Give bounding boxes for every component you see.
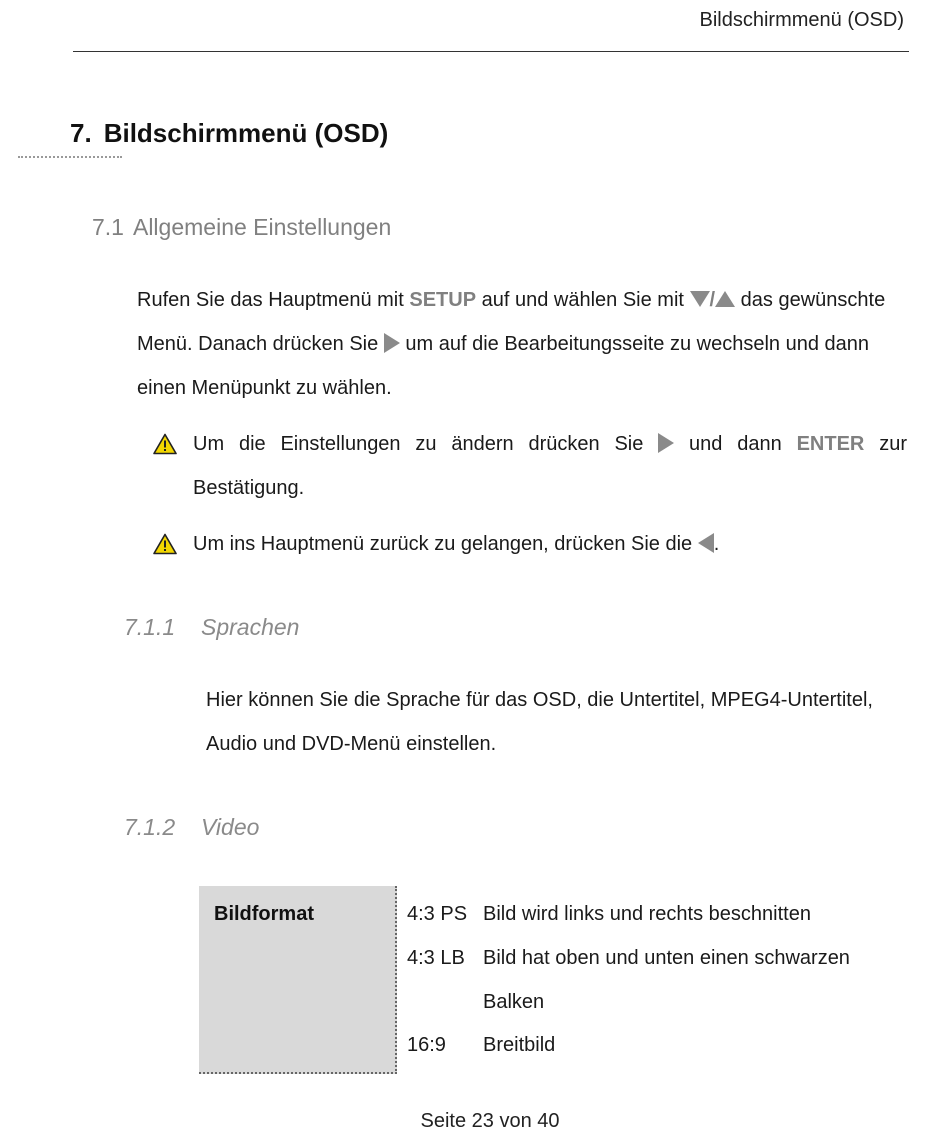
warning-note-1 (193, 422, 907, 510)
subsection-number: 7.1.2 (124, 814, 176, 840)
left-arrow-icon (698, 533, 714, 553)
table-row (407, 936, 903, 1024)
section-heading: Allgemeine Einstellungen (132, 214, 392, 240)
up-arrow-icon (715, 291, 735, 307)
right-arrow-icon (384, 333, 400, 353)
intro-text-1: Rufen Sie das Hauptmenü mit (137, 289, 410, 311)
intro-text-4: um auf die Bearbeitungsseite zu wechseln und dann einen Menüpunkt zu wählen. (137, 333, 870, 399)
subsection-title-sprachen (124, 614, 299, 641)
right-arrow-icon (658, 433, 674, 453)
video-settings-table (199, 886, 909, 1076)
warning-triangle-icon (153, 533, 177, 555)
intro-paragraph (137, 278, 907, 410)
table-row (407, 1023, 903, 1067)
table-row (407, 892, 903, 936)
warning-1-text-3: zur Bestätigung. (193, 433, 907, 499)
intro-text-2: auf und wählen Sie mit (476, 289, 690, 311)
chapter-number: 7. (70, 118, 92, 148)
format-code: 4:3 LB (407, 947, 465, 969)
table-label: Bildformat (214, 903, 314, 925)
warning-2-text-2: . (713, 533, 720, 555)
setup-keyword: SETUP (409, 289, 477, 311)
subsection-heading: Sprachen (201, 614, 300, 640)
enter-keyword: ENTER (796, 433, 865, 455)
format-description: Bild hat oben und unten einen schwarzen Balken (483, 947, 850, 1013)
format-code: 16:9 (407, 1034, 446, 1056)
section-title (92, 214, 391, 241)
running-header: Bildschirmmenü (OSD) (699, 9, 904, 31)
sprachen-paragraph: Hier können Sie die Sprache für das OSD, die Untertitel, MPEG4-Untertitel, Audio und DVD-Menü einstellen. (206, 689, 873, 755)
subsection-title-video (124, 814, 259, 841)
section-number: 7.1 (92, 214, 124, 240)
format-code: 4:3 PS (407, 903, 468, 925)
intro-text-3: das gewünschte Menü. Danach drücken Sie (137, 289, 886, 355)
chapter-underline (18, 156, 122, 158)
subsection-number: 7.1.1 (124, 614, 176, 640)
subsection-heading: Video (201, 814, 260, 840)
format-description: Bild wird links und rechts beschnitten (483, 903, 811, 925)
format-description: Breitbild (483, 1034, 556, 1056)
arrow-separator: / (709, 289, 716, 311)
warning-triangle-icon (153, 433, 177, 455)
down-arrow-icon (690, 291, 710, 307)
warning-2-text-1: Um ins Hauptmenü zurück zu gelangen, drücken Sie die (193, 533, 698, 555)
warning-note-2 (193, 522, 907, 566)
warning-1-text-2: und dann (674, 433, 797, 455)
warning-1-text-1: Um die Einstellungen zu ändern drücken Sie (193, 433, 659, 455)
header-rule (73, 51, 909, 52)
table-label-cell (199, 886, 397, 1074)
page-number: Seite 23 von 40 (420, 1110, 560, 1132)
chapter-title (70, 118, 388, 149)
chapter-heading: Bildschirmmenü (OSD) (103, 118, 389, 148)
